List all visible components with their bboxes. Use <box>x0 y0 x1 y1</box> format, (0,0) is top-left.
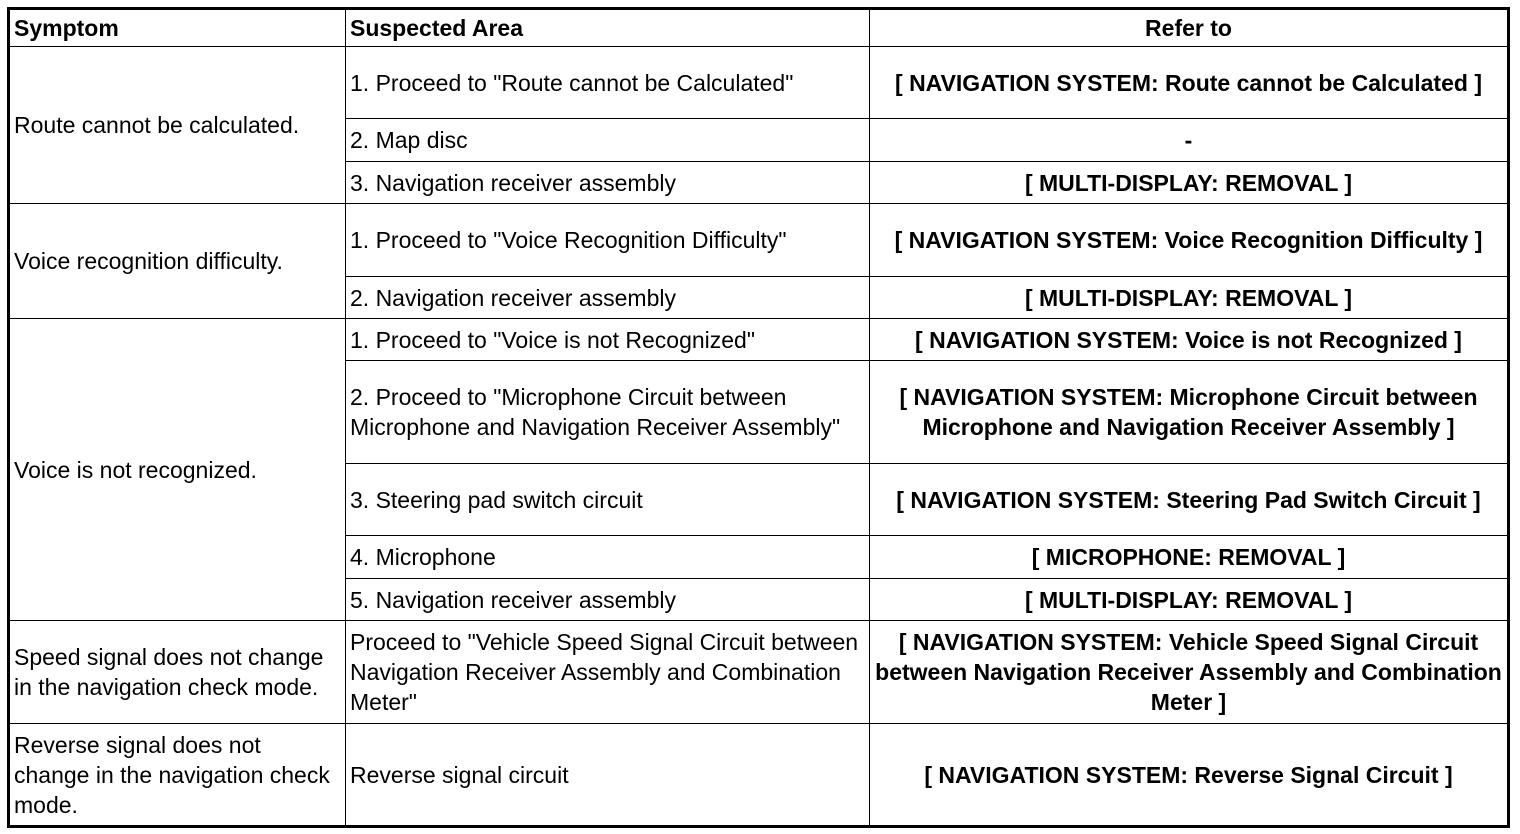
suspected-area-cell: 1. Proceed to "Voice Recognition Difficulty" <box>346 204 870 277</box>
table-row <box>9 319 1509 361</box>
refer-cell: - <box>870 119 1509 162</box>
symptom-table <box>7 7 1510 828</box>
header-refer-to: Refer to <box>870 9 1509 47</box>
refer-link[interactable]: [ NAVIGATION SYSTEM: Voice is not Recognized ] <box>870 319 1509 361</box>
suspected-area-cell: 2. Map disc <box>346 119 870 162</box>
refer-link[interactable]: [ NAVIGATION SYSTEM: Reverse Signal Circuit ] <box>870 724 1509 827</box>
table-row <box>9 204 1509 277</box>
refer-link[interactable]: [ MULTI-DISPLAY: REMOVAL ] <box>870 579 1509 621</box>
suspected-area-cell: 1. Proceed to "Route cannot be Calculated" <box>346 47 870 119</box>
refer-link[interactable]: [ MULTI-DISPLAY: REMOVAL ] <box>870 277 1509 319</box>
refer-link[interactable]: [ NAVIGATION SYSTEM: Vehicle Speed Signal Circuit between Navigation Receiver Assembly and Combination Meter ] <box>870 621 1509 724</box>
refer-link[interactable]: [ NAVIGATION SYSTEM: Route cannot be Calculated ] <box>870 47 1509 119</box>
refer-link[interactable]: [ NAVIGATION SYSTEM: Microphone Circuit between Microphone and Navigation Receiver Assembly ] <box>870 361 1509 464</box>
table-row <box>9 47 1509 119</box>
symptom-cell: Route cannot be calculated. <box>9 47 346 204</box>
header-row <box>9 9 1509 47</box>
refer-link[interactable]: [ MICROPHONE: REMOVAL ] <box>870 536 1509 579</box>
refer-link[interactable]: [ NAVIGATION SYSTEM: Voice Recognition Difficulty ] <box>870 204 1509 277</box>
table-row <box>9 621 1509 724</box>
suspected-area-cell: 2. Proceed to "Microphone Circuit between Microphone and Navigation Receiver Assembly" <box>346 361 870 464</box>
suspected-area-cell: Proceed to "Vehicle Speed Signal Circuit between Navigation Receiver Assembly and Combination Meter" <box>346 621 870 724</box>
suspected-area-cell: 5. Navigation receiver assembly <box>346 579 870 621</box>
suspected-area-cell: 3. Navigation receiver assembly <box>346 162 870 204</box>
suspected-area-cell: 3. Steering pad switch circuit <box>346 464 870 536</box>
symptom-cell: Voice recognition difficulty. <box>9 204 346 319</box>
suspected-area-cell: 1. Proceed to "Voice is not Recognized" <box>346 319 870 361</box>
suspected-area-cell: 2. Navigation receiver assembly <box>346 277 870 319</box>
header-symptom: Symptom <box>9 9 346 47</box>
symptom-cell: Reverse signal does not change in the navigation check mode. <box>9 724 346 827</box>
suspected-area-cell: Reverse signal circuit <box>346 724 870 827</box>
suspected-area-cell: 4. Microphone <box>346 536 870 579</box>
refer-link[interactable]: [ NAVIGATION SYSTEM: Steering Pad Switch Circuit ] <box>870 464 1509 536</box>
symptom-cell: Voice is not recognized. <box>9 319 346 621</box>
header-suspected-area: Suspected Area <box>346 9 870 47</box>
symptom-cell: Speed signal does not change in the navigation check mode. <box>9 621 346 724</box>
refer-link[interactable]: [ MULTI-DISPLAY: REMOVAL ] <box>870 162 1509 204</box>
table-row <box>9 724 1509 827</box>
